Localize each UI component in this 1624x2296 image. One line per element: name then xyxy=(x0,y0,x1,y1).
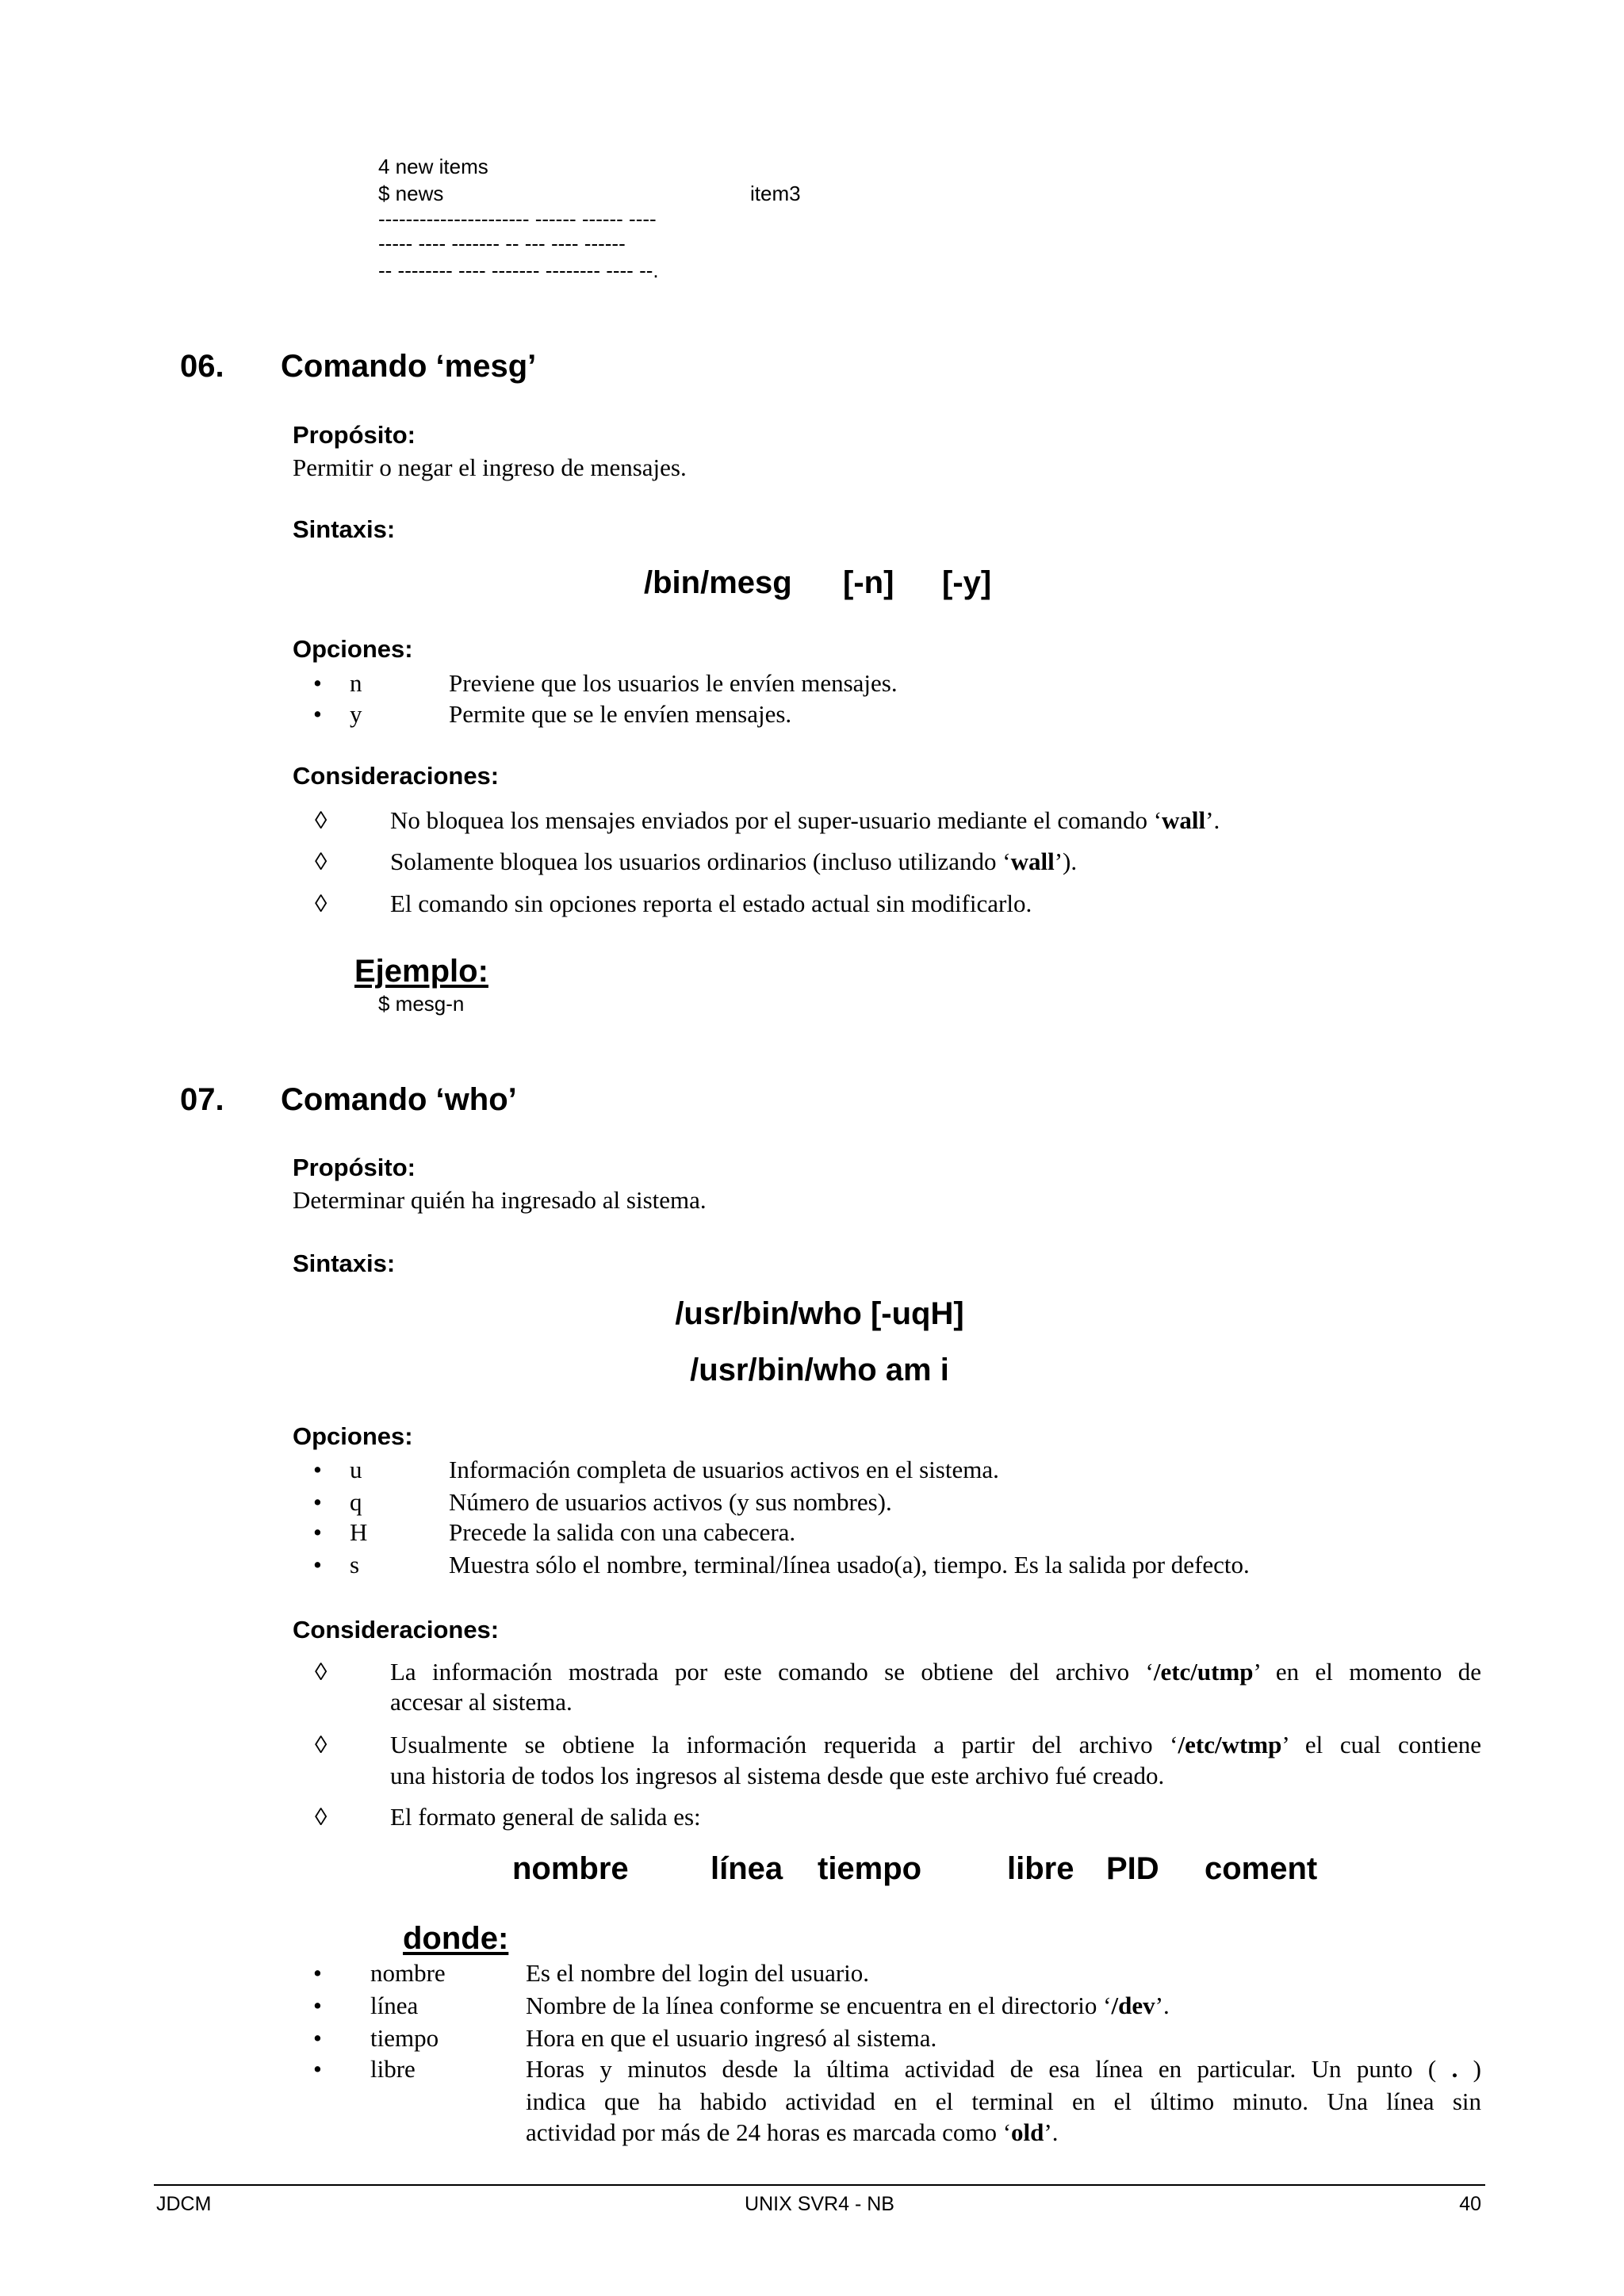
field-name: tiempo xyxy=(370,2024,439,2052)
news-dash-line: -- -------- ---- ------- -------- ---- --. xyxy=(378,258,659,282)
news-output-line: 4 new items xyxy=(378,155,488,178)
option-description: Permite que se le envíen mensajes. xyxy=(449,700,792,728)
text-run: ’ en el momento de xyxy=(1253,1658,1481,1686)
option-key: n xyxy=(350,669,362,697)
consideration-text xyxy=(390,847,1077,877)
dot-symbol: . xyxy=(1451,2055,1458,2083)
field-description: Es el nombre del login del usuario. xyxy=(526,1959,870,1987)
format-column: libre xyxy=(1007,1851,1074,1886)
syntax-command: /usr/bin/who [-uqH] xyxy=(675,1296,964,1331)
purpose-label: Propósito: xyxy=(293,421,416,449)
bullet: • xyxy=(313,2055,322,2083)
bullet: • xyxy=(313,700,322,728)
text-run: ’. xyxy=(1205,806,1220,834)
bullet: • xyxy=(313,1518,322,1546)
text-run: ’. xyxy=(1044,2118,1059,2146)
news-dash-line: ----- ---- ------- -- --- ---- ------ xyxy=(378,232,626,255)
footer-rule xyxy=(154,2184,1485,2186)
bullet: • xyxy=(313,1992,322,2019)
option-description: Previene que los usuarios le envíen mensajes. xyxy=(449,669,898,697)
text-run: actividad por más de 24 horas es marcada como ‘ xyxy=(526,2118,1012,2146)
option-key: q xyxy=(350,1488,362,1516)
diamond-marker: ◊ xyxy=(315,806,327,834)
option-description: Muestra sólo el nombre, terminal/línea usado(a), tiempo. Es la salida por defecto. xyxy=(449,1551,1250,1578)
text-run: Solamente bloquea los usuarios ordinarios (incluso utilizando ‘ xyxy=(390,848,1011,875)
diamond-marker: ◊ xyxy=(315,1658,327,1686)
consideration-text: El formato general de salida es: xyxy=(390,1803,701,1831)
footer-author: JDCM xyxy=(156,2193,212,2215)
format-column: tiempo xyxy=(818,1851,922,1886)
bullet: • xyxy=(313,1456,322,1483)
option-description: Precede la salida con una cabecera. xyxy=(449,1518,796,1546)
section-title: Comando ‘who’ xyxy=(281,1082,517,1117)
option-description: Información completa de usuarios activos en el sistema. xyxy=(449,1456,999,1483)
section-number: 06. xyxy=(180,349,224,384)
format-column: PID xyxy=(1106,1851,1159,1886)
command-name: wall xyxy=(1162,806,1206,834)
syntax-option: [-n] xyxy=(843,565,894,600)
option-key: s xyxy=(350,1551,360,1578)
option-key: u xyxy=(350,1456,362,1483)
text-run: La información mostrada por este comando se obtiene del archivo ‘ xyxy=(390,1658,1154,1686)
field-description xyxy=(526,2118,1058,2148)
bullet: • xyxy=(313,1488,322,1516)
syntax-label: Sintaxis: xyxy=(293,515,396,543)
option-description: Número de usuarios activos (y sus nombres). xyxy=(449,1488,892,1516)
file-path: /etc/utmp xyxy=(1153,1658,1254,1686)
syntax-option: [-y] xyxy=(942,565,992,600)
news-dash-line: ---------------------- ------ ------ ---- xyxy=(378,207,657,231)
where-label: donde: xyxy=(403,1921,509,1956)
options-label: Opciones: xyxy=(293,1422,413,1450)
consideration-text xyxy=(390,1730,1481,1760)
bullet: • xyxy=(313,1959,322,1987)
page-number: 40 xyxy=(1459,2193,1481,2215)
news-item-name: item3 xyxy=(750,182,801,205)
diamond-marker: ◊ xyxy=(315,890,327,917)
field-name: nombre xyxy=(370,1959,446,1987)
diamond-marker: ◊ xyxy=(315,848,327,875)
status-word: old xyxy=(1011,2118,1044,2146)
considerations-label: Consideraciones: xyxy=(293,1616,500,1644)
bullet: • xyxy=(313,1551,322,1578)
text-run: No bloquea los mensajes enviados por el super-usuario mediante el comando ‘ xyxy=(390,806,1162,834)
field-description xyxy=(526,2054,1481,2084)
text-run: ’). xyxy=(1054,848,1078,875)
text-run: ’. xyxy=(1155,1992,1170,2019)
consideration-text: una historia de todos los ingresos al sistema desde que este archivo fué creado. xyxy=(390,1762,1165,1789)
section-title: Comando ‘mesg’ xyxy=(281,349,537,384)
format-column: línea xyxy=(710,1851,783,1886)
file-path: /etc/wtmp xyxy=(1178,1731,1282,1758)
news-prompt: $ news xyxy=(378,182,444,205)
diamond-marker: ◊ xyxy=(315,1731,327,1758)
example-label: Ejemplo: xyxy=(354,954,488,989)
field-description: indica que ha habido actividad en el terminal en el último minuto. Una línea sin xyxy=(526,2087,1481,2115)
command-name: wall xyxy=(1010,848,1055,875)
format-column: nombre xyxy=(512,1851,629,1886)
syntax-command: /bin/mesg xyxy=(644,565,792,600)
file-path: /dev xyxy=(1111,1992,1155,2019)
section-number: 07. xyxy=(180,1082,224,1117)
syntax-command: /usr/bin/who am i xyxy=(690,1353,949,1387)
field-description: Hora en que el usuario ingresó al sistema. xyxy=(526,2024,937,2052)
field-description xyxy=(526,1991,1170,2021)
text-run: Nombre de la línea conforme se encuentra en el directorio ‘ xyxy=(526,1992,1112,2019)
bullet: • xyxy=(313,2024,322,2052)
diamond-marker: ◊ xyxy=(315,1803,327,1831)
example-command: $ mesg-n xyxy=(378,992,465,1016)
consideration-text: accesar al sistema. xyxy=(390,1688,573,1716)
text-run: ’ el cual contiene xyxy=(1281,1731,1481,1758)
bullet: • xyxy=(313,669,322,697)
purpose-text: Permitir o negar el ingreso de mensajes. xyxy=(293,453,687,481)
consideration-text: El comando sin opciones reporta el estado actual sin modificarlo. xyxy=(390,890,1032,917)
footer-title: UNIX SVR4 - NB xyxy=(745,2193,894,2215)
text-run: Usualmente se obtiene la información requerida a partir del archivo ‘ xyxy=(390,1731,1178,1758)
text-run: ) xyxy=(1457,2055,1481,2083)
purpose-text: Determinar quién ha ingresado al sistema. xyxy=(293,1186,707,1214)
format-column: coment xyxy=(1205,1851,1318,1886)
option-key: H xyxy=(350,1518,368,1546)
purpose-label: Propósito: xyxy=(293,1154,416,1181)
consideration-text xyxy=(390,806,1220,836)
options-label: Opciones: xyxy=(293,635,413,663)
consideration-text xyxy=(390,1657,1481,1687)
field-name: línea xyxy=(370,1992,419,2019)
considerations-label: Consideraciones: xyxy=(293,762,500,790)
field-name: libre xyxy=(370,2055,416,2083)
option-key: y xyxy=(350,700,362,728)
text-run: Horas y minutos desde la última actividad de esa línea en particular. Un punto ( xyxy=(526,2055,1452,2083)
syntax-label: Sintaxis: xyxy=(293,1249,396,1277)
